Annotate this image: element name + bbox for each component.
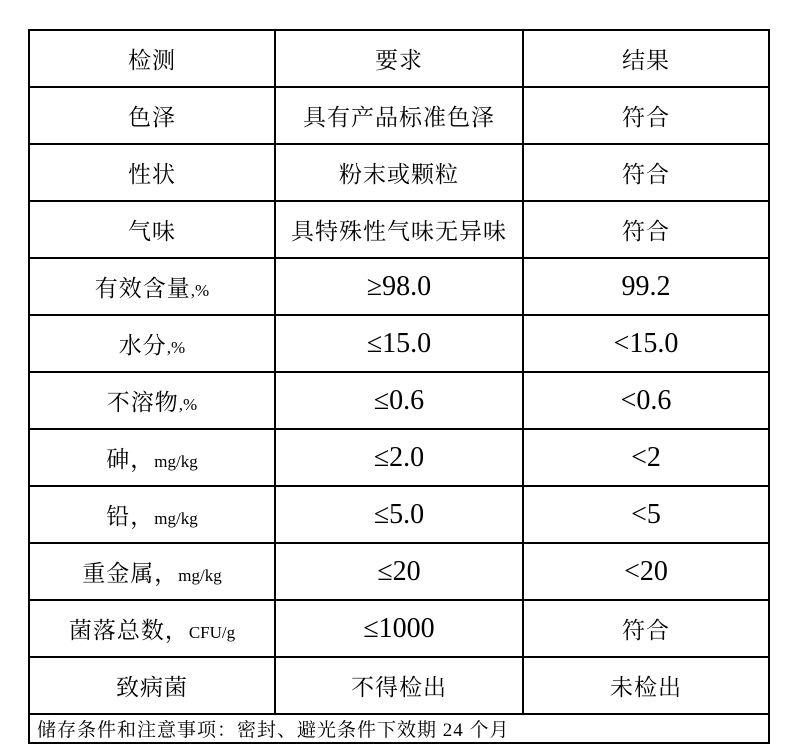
cell-result: 符合 [523, 87, 769, 144]
footer-row [29, 714, 769, 743]
cell-item [29, 201, 275, 258]
table-row [29, 258, 769, 315]
cell-requirement: ≤5.0 [275, 486, 523, 543]
cell-item [29, 87, 275, 144]
cell-result: <20 [523, 543, 769, 600]
cell-item [29, 429, 275, 486]
cell-requirement: 具特殊性气味无异味 [275, 201, 523, 258]
table-row [29, 372, 769, 429]
cell-result: 符合 [523, 144, 769, 201]
cell-result: <5 [523, 486, 769, 543]
item-unit: CFU/g [188, 623, 236, 642]
cell-result: 符合 [523, 600, 769, 657]
inspection-table [28, 29, 770, 744]
cell-item [29, 486, 275, 543]
item-label: 不溶物 [106, 390, 179, 415]
header-cell-item: 检测 [29, 30, 275, 87]
table-row [29, 144, 769, 201]
item-label: 重金属， [82, 561, 179, 586]
cell-item [29, 144, 275, 201]
item-unit: ,% [166, 338, 186, 357]
item-label: 有效含量 [94, 276, 191, 301]
cell-requirement: ≤0.6 [275, 372, 523, 429]
item-unit: ,% [178, 395, 198, 414]
table-row [29, 315, 769, 372]
cell-item [29, 258, 275, 315]
table-row [29, 87, 769, 144]
cell-result: <15.0 [523, 315, 769, 372]
cell-requirement: ≥98.0 [275, 258, 523, 315]
cell-item [29, 657, 275, 714]
cell-requirement: 不得检出 [275, 657, 523, 714]
item-unit: mg/kg [178, 566, 222, 585]
cell-item [29, 543, 275, 600]
cell-requirement: ≤20 [275, 543, 523, 600]
table-row [29, 429, 769, 486]
cell-result: <0.6 [523, 372, 769, 429]
item-label: 气味 [128, 219, 176, 244]
cell-item [29, 372, 275, 429]
item-unit: ,% [190, 281, 210, 300]
cell-requirement: ≤15.0 [275, 315, 523, 372]
cell-requirement: ≤1000 [275, 600, 523, 657]
item-label: 砷， [106, 447, 155, 472]
cell-result: 99.2 [523, 258, 769, 315]
cell-result: <2 [523, 429, 769, 486]
table-row [29, 543, 769, 600]
cell-requirement: 粉末或颗粒 [275, 144, 523, 201]
cell-item [29, 315, 275, 372]
table-row [29, 657, 769, 714]
table-row [29, 201, 769, 258]
item-label: 菌落总数， [68, 618, 189, 643]
cell-result: 未检出 [523, 657, 769, 714]
header-cell-result: 结果 [523, 30, 769, 87]
cell-requirement: ≤2.0 [275, 429, 523, 486]
item-label: 致病菌 [116, 675, 188, 700]
item-label: 性状 [128, 162, 176, 187]
table-row [29, 600, 769, 657]
cell-requirement: 具有产品标准色泽 [275, 87, 523, 144]
item-label: 色泽 [128, 105, 176, 130]
storage-note: 储存条件和注意事项：密封、避光条件下效期 24 个月 [29, 714, 769, 743]
item-unit: mg/kg [154, 452, 198, 471]
item-label: 水分 [118, 333, 167, 358]
header-row [29, 30, 769, 87]
item-unit: mg/kg [154, 509, 198, 528]
cell-result: 符合 [523, 201, 769, 258]
cell-item [29, 600, 275, 657]
item-label: 铅， [106, 504, 155, 529]
table-row [29, 486, 769, 543]
header-cell-requirement: 要求 [275, 30, 523, 87]
